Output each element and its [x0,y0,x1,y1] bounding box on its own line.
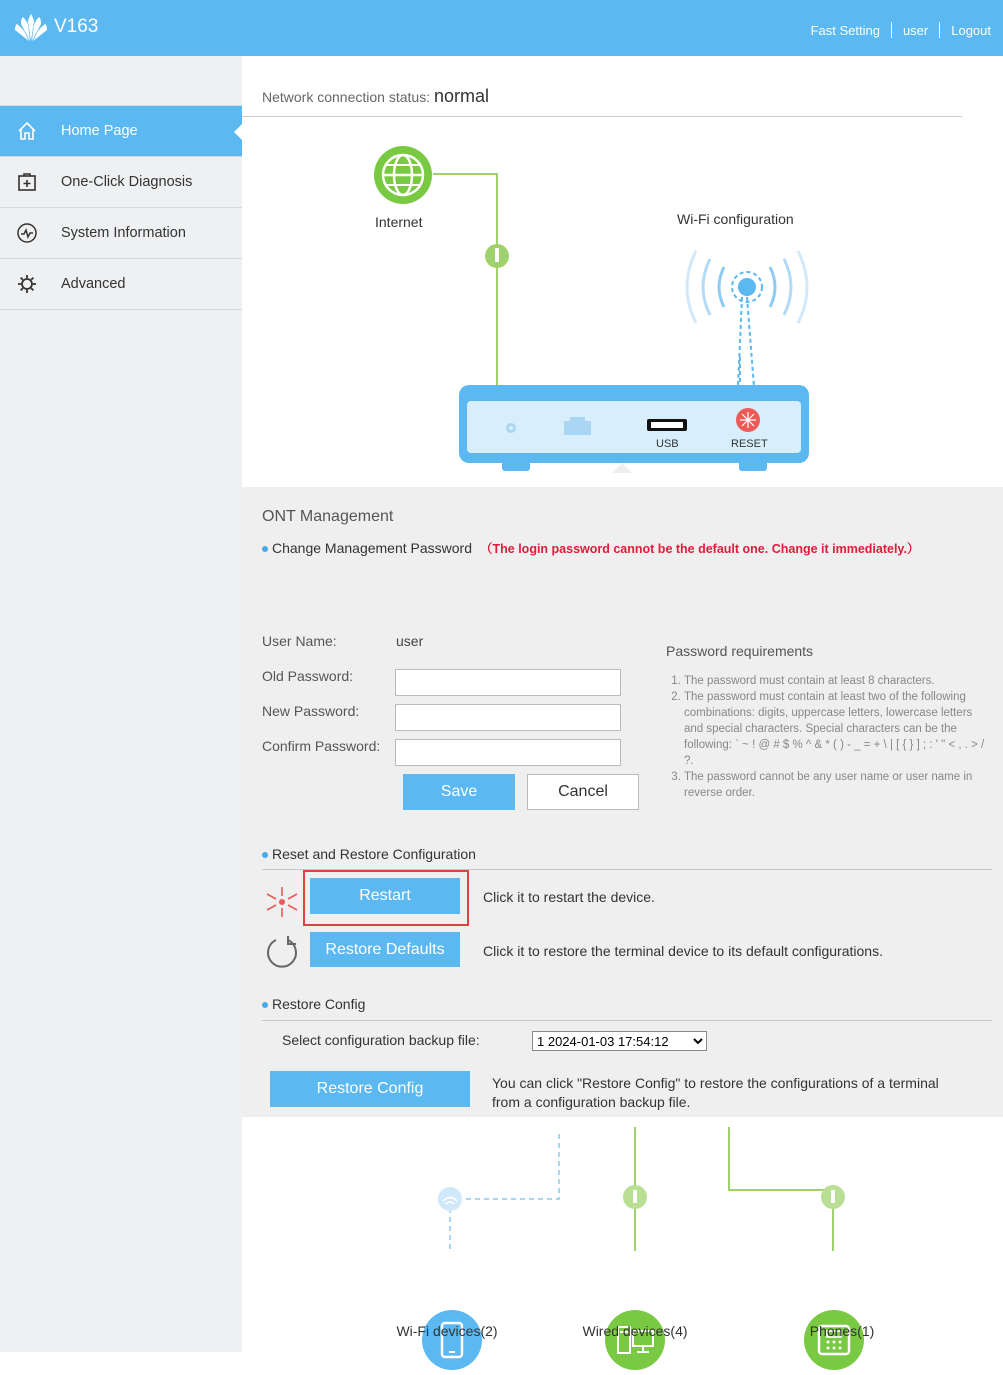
network-status-label: Network connection status: [262,89,431,105]
pulse-icon [16,222,38,244]
backup-file-label: Select configuration backup file: [282,1032,480,1048]
divider [262,1020,992,1021]
sidebar-item-label: One-Click Diagnosis [61,174,193,190]
password-requirements-list [666,673,986,801]
top-nav [811,22,991,38]
password-requirements-title: Password requirements [666,643,814,659]
network-status-value: normal [433,86,490,106]
user-name-value: user [396,633,424,649]
sidebar-item-label: System Information [61,225,186,241]
new-password-label: New Password: [262,703,360,719]
logout-link[interactable]: Logout [951,22,991,38]
old-password-label: Old Password: [262,668,354,684]
cancel-button[interactable]: Cancel [527,774,639,810]
sidebar [0,56,242,1352]
restore-config-description [492,1075,939,1110]
internet-globe-icon[interactable] [373,145,433,205]
confirm-password-label: Confirm Password: [262,738,381,754]
restart-highlight-box [303,870,469,926]
requirement-item: 3. The password cannot be any user name or user name in reverse order. [684,769,986,801]
sidebar-item-advanced[interactable] [0,259,242,310]
logo-icon [12,12,50,42]
requirement-item: 2. The password must contain at least two of the following combinations: digits, uppercase letters, lowercase letters and special characters. Special characters can be the following: ` ~ ! @ # $ % ^ & * ( ) - _ = + \ | [ { } ] ; : ' " < , . > / ?. [684,689,986,769]
internet-label: Internet [375,214,423,230]
main-content [242,56,1003,1352]
reset-restore-heading-text: Reset and Restore Configuration [272,846,476,862]
restart-description: Click it to restart the device. [483,889,655,905]
wifi-devices-icon[interactable] [422,1310,482,1370]
save-button[interactable]: Save [403,774,515,810]
bullet-icon [262,1002,268,1008]
user-link[interactable]: user [902,22,929,38]
sidebar-item-system-information[interactable] [0,208,242,259]
brand [12,12,98,42]
wifi-configuration-link[interactable]: Wi-Fi configuration [677,211,794,227]
restore-config-heading [262,996,365,1012]
restore-config-heading-text: Restore Config [272,996,366,1012]
change-password-heading [262,539,919,557]
top-bar [0,0,1003,56]
restart-button[interactable]: Restart [310,878,460,914]
default-password-warning: （The login password cannot be the default one. Change it immediately.） [480,542,920,556]
diagnosis-icon [16,171,38,193]
sidebar-item-home-page[interactable] [0,106,242,157]
sidebar-item-label: Advanced [61,276,126,292]
home-icon [16,120,38,142]
sidebar-spacer [0,56,242,106]
requirement-item: 1. The password must contain at least 8 characters. [684,673,986,689]
user-name-label: User Name: [262,633,337,649]
sidebar-item-label: Home Page [61,123,138,139]
bullet-icon [262,546,268,552]
reset-label: RESET [731,438,768,450]
wired-devices-label[interactable]: Wired devices(4) [582,1323,688,1339]
phones-label[interactable]: Phones(1) [809,1323,875,1339]
fast-setting-link[interactable]: Fast Setting [810,22,880,38]
wifi-devices-label[interactable]: Wi-Fi devices(2) [396,1323,498,1339]
restore-defaults-icon [265,934,299,968]
topology-graphic [242,117,1003,487]
wired-devices-icon[interactable] [605,1310,665,1370]
new-password-field[interactable] [395,704,621,731]
restore-defaults-button[interactable]: Restore Defaults [310,932,460,967]
model-name: V163 [54,16,99,37]
nav-divider [939,22,940,38]
change-password-heading-text: Change Management Password [272,540,473,556]
old-password-field[interactable] [395,669,621,696]
reset-restore-heading [262,846,476,862]
phones-icon[interactable] [804,1310,864,1370]
restore-defaults-description: Click it to restore the terminal device to its default configurations. [483,943,883,959]
gear-icon [16,273,38,295]
network-status [262,86,489,107]
topology-diagram [242,117,1003,487]
sidebar-item-one-click-diagnosis[interactable] [0,157,242,208]
restore-config-description-line: You can click "Restore Config" to restore the configurations of a terminal [492,1075,939,1091]
usb-label: USB [656,438,679,450]
connected-devices [242,1117,1003,1352]
bullet-icon [262,852,268,858]
ont-management-panel [242,487,1003,1117]
confirm-password-field[interactable] [395,739,621,766]
restore-config-description-line: from a configuration backup file. [492,1094,691,1110]
restore-config-button[interactable]: Restore Config [270,1071,470,1107]
nav-divider [891,22,892,38]
ont-management-title: ONT Management [262,508,394,525]
password-requirements [666,643,986,801]
restart-icon [265,885,299,919]
backup-file-select[interactable] [532,1031,707,1051]
